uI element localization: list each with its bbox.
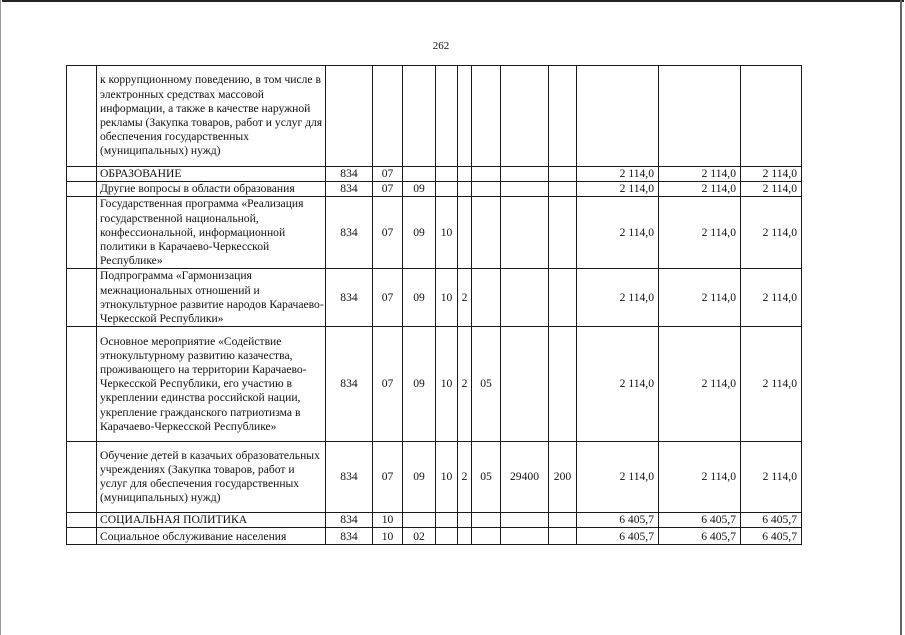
num-cell: [67, 197, 97, 269]
section-code-cell: 10: [373, 513, 403, 528]
section-code-cell: 07: [373, 197, 403, 269]
ministry-code-cell: [326, 66, 373, 167]
amount-year-2-cell: 2 114,0: [659, 442, 741, 513]
section-code-cell: 07: [373, 327, 403, 442]
item-name-cell: Основное мероприятие «Содействие этнокультурному развитию казачества, проживающего на территории Карачаево-Черкесской Республики, его участию в укреплении единства российской нации, укрепление гражданского патриотизма в Карачаево-Черкесской Республике»: [97, 327, 326, 442]
expense-type-cell: [549, 327, 577, 442]
amount-year-2-cell: 2 114,0: [659, 269, 741, 327]
num-cell: [67, 167, 97, 182]
direction-code-cell: [501, 269, 549, 327]
subsection-code-cell: 02: [403, 528, 436, 545]
item-name-cell: Государственная программа «Реализация государственной национальной, конфессиональной, информационной политики в Карачаево-Черкесской Республике»: [97, 197, 326, 269]
subprogram-code-cell: [458, 182, 472, 197]
expense-type-cell: [549, 167, 577, 182]
num-cell: [67, 66, 97, 167]
section-code-cell: [373, 66, 403, 167]
subsection-code-cell: [403, 167, 436, 182]
expense-type-cell: [549, 66, 577, 167]
direction-code-cell: [501, 197, 549, 269]
direction-code-cell: [501, 182, 549, 197]
ministry-code-cell: 834: [326, 327, 373, 442]
num-cell: [67, 513, 97, 528]
direction-code-cell: [501, 167, 549, 182]
table-row: [67, 167, 802, 182]
num-cell: [67, 442, 97, 513]
amount-year-1-cell: 2 114,0: [577, 327, 659, 442]
section-code-cell: 07: [373, 167, 403, 182]
table-row: [67, 197, 802, 269]
amount-year-3-cell: [741, 66, 802, 167]
amount-year-2-cell: [659, 66, 741, 167]
program-code-cell: [436, 528, 458, 545]
page-right-edge: [900, 0, 902, 635]
table-row: [67, 442, 802, 513]
amount-year-3-cell: 6 405,7: [741, 513, 802, 528]
amount-year-1-cell: 2 114,0: [577, 167, 659, 182]
subsection-code-cell: [403, 513, 436, 528]
amount-year-3-cell: 2 114,0: [741, 182, 802, 197]
activity-code-cell: 05: [472, 442, 501, 513]
direction-code-cell: [501, 66, 549, 167]
amount-year-1-cell: 2 114,0: [577, 182, 659, 197]
amount-year-2-cell: 2 114,0: [659, 197, 741, 269]
activity-code-cell: [472, 197, 501, 269]
amount-year-2-cell: 6 405,7: [659, 528, 741, 545]
program-code-cell: 10: [436, 327, 458, 442]
expense-type-cell: [549, 269, 577, 327]
subprogram-code-cell: 2: [458, 269, 472, 327]
item-name-cell: СОЦИАЛЬНАЯ ПОЛИТИКА: [97, 513, 326, 528]
amount-year-3-cell: 2 114,0: [741, 327, 802, 442]
ministry-code-cell: 834: [326, 197, 373, 269]
subprogram-code-cell: [458, 513, 472, 528]
section-code-cell: 10: [373, 528, 403, 545]
subprogram-code-cell: [458, 66, 472, 167]
subprogram-code-cell: [458, 528, 472, 545]
direction-code-cell: 29400: [501, 442, 549, 513]
subsection-code-cell: [403, 66, 436, 167]
activity-code-cell: [472, 269, 501, 327]
budget-table: [66, 65, 802, 545]
amount-year-2-cell: 6 405,7: [659, 513, 741, 528]
activity-code-cell: 05: [472, 327, 501, 442]
subsection-code-cell: 09: [403, 197, 436, 269]
amount-year-2-cell: 2 114,0: [659, 182, 741, 197]
item-name-cell: к коррупционному поведению, в том числе в электронных средствах массовой информации, а также в качестве наружной рекламы (Закупка товаров, работ и услуг для обеспечения государственных (муниципальных) нужд): [97, 66, 326, 167]
item-name-cell: Социальное обслуживание населения: [97, 528, 326, 545]
amount-year-1-cell: [577, 66, 659, 167]
num-cell: [67, 182, 97, 197]
activity-code-cell: [472, 528, 501, 545]
ministry-code-cell: 834: [326, 167, 373, 182]
amount-year-3-cell: 2 114,0: [741, 197, 802, 269]
table-row: [67, 327, 802, 442]
activity-code-cell: [472, 167, 501, 182]
subprogram-code-cell: [458, 197, 472, 269]
item-name-cell: ОБРАЗОВАНИЕ: [97, 167, 326, 182]
num-cell: [67, 269, 97, 327]
ministry-code-cell: 834: [326, 182, 373, 197]
ministry-code-cell: 834: [326, 513, 373, 528]
expense-type-cell: [549, 528, 577, 545]
item-name-cell: Другие вопросы в области образования: [97, 182, 326, 197]
direction-code-cell: [501, 327, 549, 442]
subsection-code-cell: 09: [403, 442, 436, 513]
amount-year-2-cell: 2 114,0: [659, 327, 741, 442]
expense-type-cell: 200: [549, 442, 577, 513]
program-code-cell: [436, 513, 458, 528]
table-row: [67, 513, 802, 528]
ministry-code-cell: 834: [326, 442, 373, 513]
expense-type-cell: [549, 197, 577, 269]
direction-code-cell: [501, 528, 549, 545]
amount-year-1-cell: 2 114,0: [577, 269, 659, 327]
program-code-cell: 10: [436, 269, 458, 327]
item-name-cell: Обучение детей в казачьих образовательных учреждениях (Закупка товаров, работ и услуг для обеспечения государственных (муниципальных) нужд): [97, 442, 326, 513]
ministry-code-cell: 834: [326, 528, 373, 545]
table-row: [67, 182, 802, 197]
section-code-cell: 07: [373, 269, 403, 327]
program-code-cell: [436, 182, 458, 197]
section-code-cell: 07: [373, 182, 403, 197]
subprogram-code-cell: [458, 167, 472, 182]
table-row: [67, 66, 802, 167]
ministry-code-cell: 834: [326, 269, 373, 327]
expense-type-cell: [549, 182, 577, 197]
subprogram-code-cell: 2: [458, 327, 472, 442]
section-code-cell: 07: [373, 442, 403, 513]
amount-year-3-cell: 6 405,7: [741, 528, 802, 545]
program-code-cell: [436, 66, 458, 167]
program-code-cell: 10: [436, 197, 458, 269]
amount-year-3-cell: 2 114,0: [741, 269, 802, 327]
subprogram-code-cell: 2: [458, 442, 472, 513]
table-row: [67, 269, 802, 327]
amount-year-1-cell: 6 405,7: [577, 528, 659, 545]
amount-year-1-cell: 2 114,0: [577, 197, 659, 269]
program-code-cell: 10: [436, 442, 458, 513]
page-top-edge: [2, 0, 904, 2]
amount-year-1-cell: 2 114,0: [577, 442, 659, 513]
amount-year-2-cell: 2 114,0: [659, 167, 741, 182]
num-cell: [67, 528, 97, 545]
page-left-edge: [0, 0, 1, 635]
subsection-code-cell: 09: [403, 182, 436, 197]
amount-year-1-cell: 6 405,7: [577, 513, 659, 528]
budget-table-body: [67, 66, 802, 545]
amount-year-3-cell: 2 114,0: [741, 167, 802, 182]
subsection-code-cell: 09: [403, 327, 436, 442]
activity-code-cell: [472, 66, 501, 167]
activity-code-cell: [472, 182, 501, 197]
amount-year-3-cell: 2 114,0: [741, 442, 802, 513]
table-row: [67, 528, 802, 545]
page-number: 262: [432, 40, 450, 52]
direction-code-cell: [501, 513, 549, 528]
subsection-code-cell: 09: [403, 269, 436, 327]
item-name-cell: Подпрограмма «Гармонизация межнациональных отношений и этнокультурное развитие народов Карачаево-Черкесской Республики»: [97, 269, 326, 327]
activity-code-cell: [472, 513, 501, 528]
program-code-cell: [436, 167, 458, 182]
num-cell: [67, 327, 97, 442]
expense-type-cell: [549, 513, 577, 528]
